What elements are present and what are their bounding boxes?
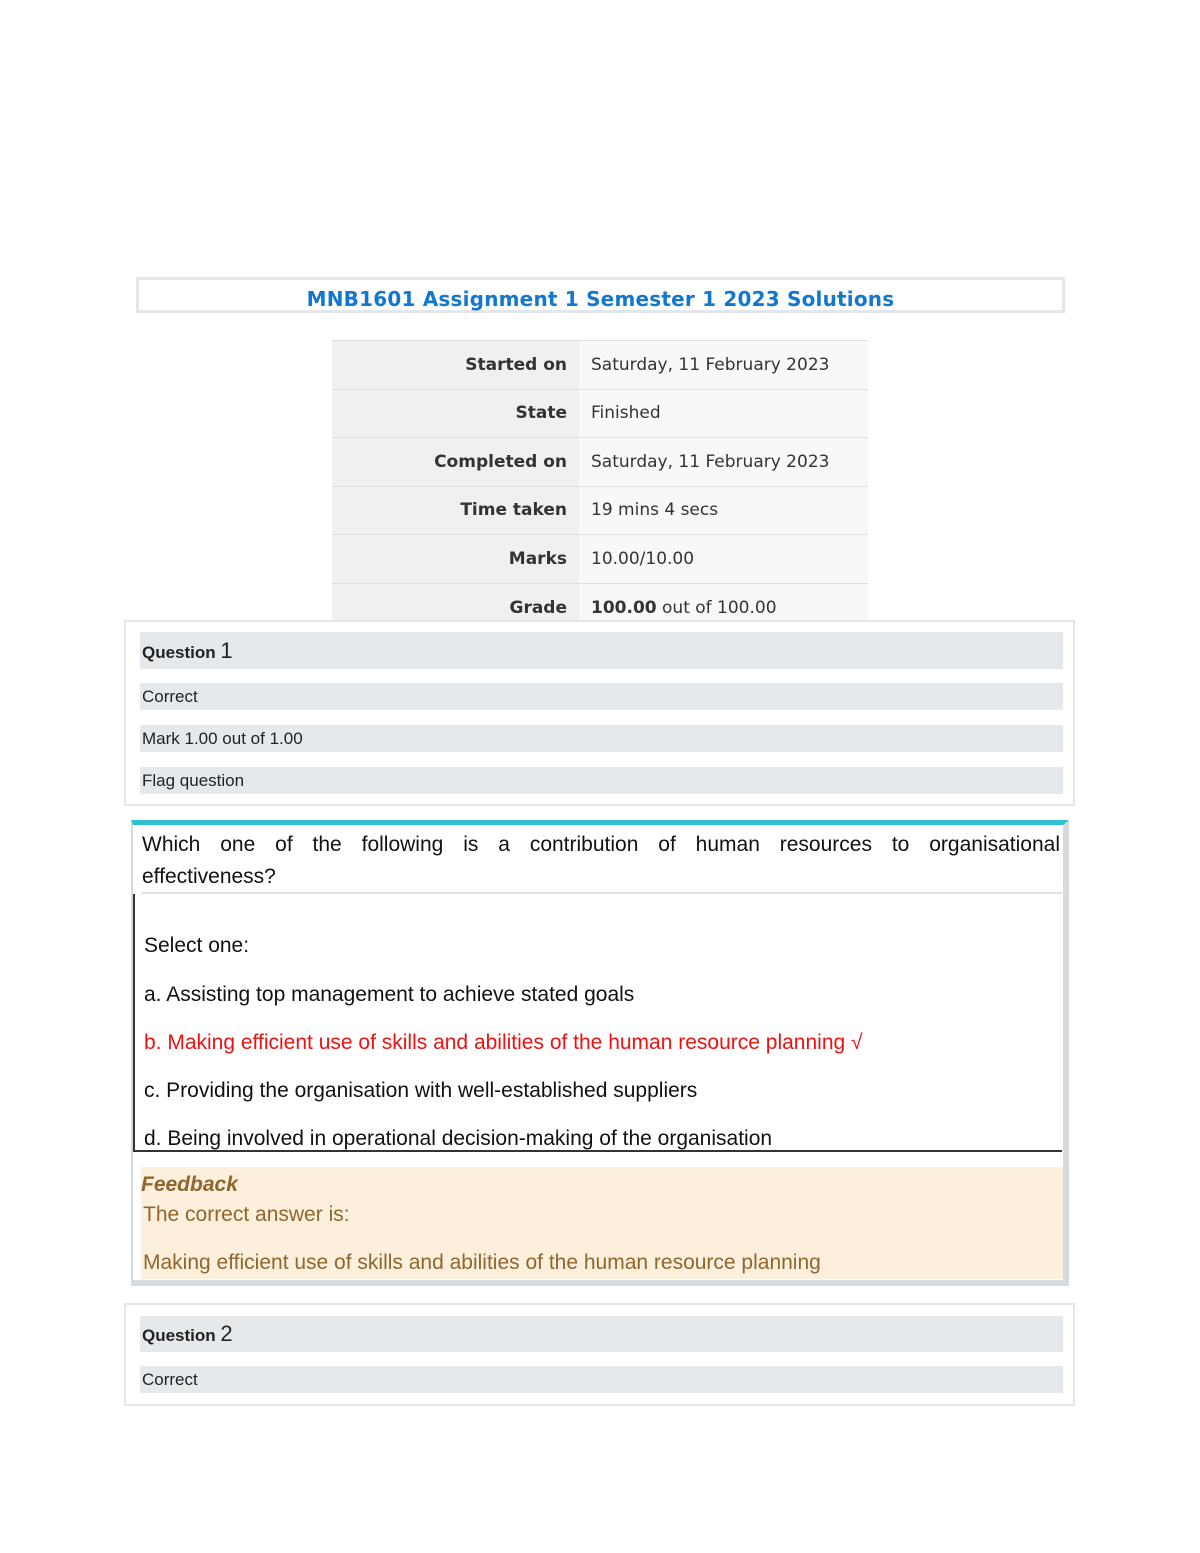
question-1-info bbox=[124, 620, 1075, 806]
question-number: 2 bbox=[220, 1321, 233, 1346]
option-b-correct[interactable]: b. Making efficient use of skills and abilities of the human resource planning √ bbox=[144, 1031, 863, 1054]
summary-value: 10.00/10.00 bbox=[579, 535, 868, 584]
summary-value: Finished bbox=[579, 389, 868, 438]
question-2-header bbox=[140, 1316, 1063, 1352]
question-text bbox=[142, 829, 1060, 893]
document-title: MNB1601 Assignment 1 Semester 1 2023 Solutions bbox=[306, 287, 895, 311]
question-number: 1 bbox=[220, 638, 233, 663]
question-1-mark: Mark 1.00 out of 1.00 bbox=[140, 725, 1063, 752]
feedback-panel bbox=[141, 1167, 1063, 1279]
question-2-status: Correct bbox=[140, 1366, 1063, 1393]
question-1-content bbox=[131, 820, 1069, 1286]
feedback-answer: Making efficient use of skills and abilities of the human resource planning bbox=[143, 1251, 821, 1274]
summary-row bbox=[332, 341, 868, 390]
question-text-line-2: effectiveness? bbox=[142, 865, 276, 888]
attempt-summary-table bbox=[332, 340, 868, 632]
summary-label: State bbox=[332, 389, 579, 438]
flag-question-link[interactable]: Flag question bbox=[140, 767, 1063, 794]
question-text-line-1: Which one of the following is a contribution of human resources to organisational bbox=[142, 833, 1060, 856]
feedback-title: Feedback bbox=[141, 1173, 238, 1196]
question-1-status: Correct bbox=[140, 683, 1063, 710]
summary-label: Grade bbox=[332, 583, 579, 632]
summary-row bbox=[332, 389, 868, 438]
summary-label: Started on bbox=[332, 341, 579, 390]
document-title-box bbox=[136, 277, 1065, 313]
summary-label: Time taken bbox=[332, 486, 579, 535]
option-d[interactable]: d. Being involved in operational decision-making of the organisation bbox=[144, 1127, 773, 1150]
summary-value: Saturday, 11 February 2023 bbox=[579, 438, 868, 487]
summary-label: Completed on bbox=[332, 438, 579, 487]
summary-value: Saturday, 11 February 2023 bbox=[579, 341, 868, 390]
summary-row bbox=[332, 438, 868, 487]
question-label: Question bbox=[142, 643, 216, 662]
grade-out-of: out of 100.00 bbox=[656, 597, 777, 618]
option-a[interactable]: a. Assisting top management to achieve stated goals bbox=[144, 983, 635, 1006]
grade-value: 100.00 bbox=[591, 597, 657, 618]
question-2-info bbox=[124, 1303, 1075, 1406]
question-label: Question bbox=[142, 1326, 216, 1345]
select-one-prompt: Select one: bbox=[144, 934, 250, 957]
answer-options bbox=[133, 894, 1062, 1152]
summary-row bbox=[332, 535, 868, 584]
question-1-header bbox=[140, 632, 1063, 669]
summary-value: 19 mins 4 secs bbox=[579, 486, 868, 535]
summary-row bbox=[332, 486, 868, 535]
option-c[interactable]: c. Providing the organisation with well-established suppliers bbox=[144, 1079, 698, 1102]
summary-label: Marks bbox=[332, 535, 579, 584]
feedback-intro: The correct answer is: bbox=[143, 1203, 350, 1226]
